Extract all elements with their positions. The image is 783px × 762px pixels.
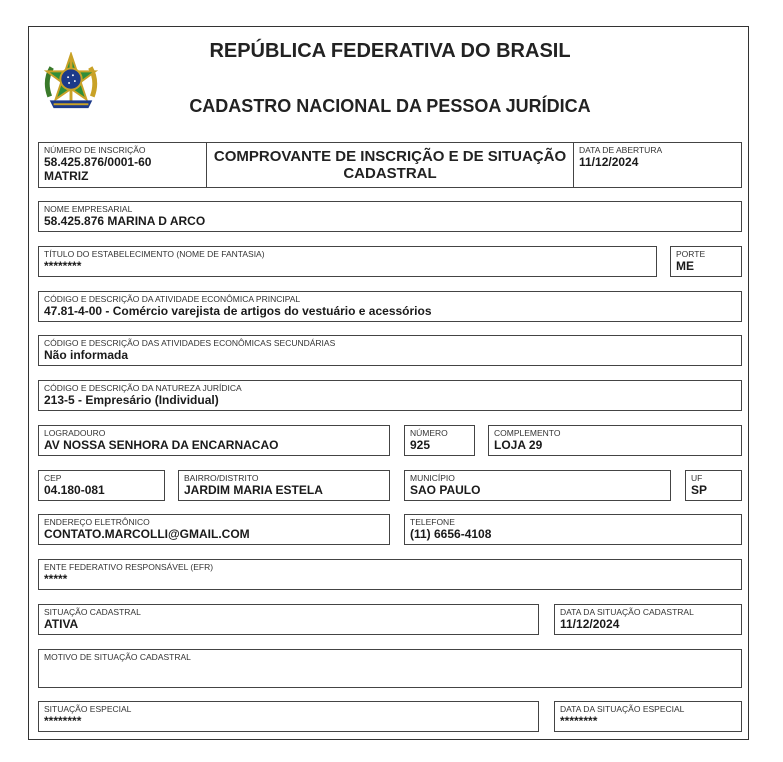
natureza-juridica-box — [38, 380, 742, 411]
field-label: NÚMERO DE INSCRIÇÃO — [44, 145, 146, 155]
field-label: ENDEREÇO ELETRÔNICO — [44, 517, 150, 527]
atividades-secundarias-box — [38, 335, 742, 366]
field-label: SITUAÇÃO CADASTRAL — [44, 607, 141, 617]
natureza-juridica-value: 213-5 - Empresário (Individual) — [44, 393, 219, 407]
data-situacao-value: 11/12/2024 — [560, 617, 620, 631]
numero-box — [404, 425, 475, 456]
brazil-coat-of-arms-icon — [42, 52, 100, 112]
field-label: NOME EMPRESARIAL — [44, 204, 133, 214]
situacao-especial-box — [38, 701, 539, 732]
municipio-box — [404, 470, 671, 501]
situacao-cadastral-value: ATIVA — [44, 617, 79, 631]
field-label: CÓDIGO E DESCRIÇÃO DA NATUREZA JURÍDICA — [44, 383, 242, 393]
cep-box — [38, 470, 165, 501]
telefone-box — [404, 514, 742, 545]
comprovante-title: COMPROVANTE DE INSCRIÇÃO E DE SITUAÇÃO CADASTRAL — [213, 148, 567, 182]
atividade-principal-box — [38, 291, 742, 322]
efr-value: ***** — [44, 572, 68, 586]
atividades-secundarias-value: Não informada — [44, 348, 129, 362]
municipio-value: SAO PAULO — [410, 483, 481, 497]
telefone-value: (11) 6656-4108 — [410, 527, 492, 541]
page-title: REPÚBLICA FEDERATIVA DO BRASIL — [209, 40, 571, 62]
field-label: BAIRRO/DISTRITO — [184, 473, 259, 483]
numero-value: 925 — [410, 438, 431, 452]
porte-box — [670, 246, 742, 277]
data-situacao-box — [554, 604, 742, 635]
comprovante-title-box — [206, 142, 574, 188]
field-label: TÍTULO DO ESTABELECIMENTO (NOME DE FANTASIA) — [44, 249, 265, 259]
complemento-value: LOJA 29 — [494, 438, 543, 452]
data-situacao-especial-value: ******** — [560, 714, 598, 728]
field-label: LOGRADOURO — [44, 428, 106, 438]
tipo-estabelecimento-value: MATRIZ — [44, 169, 89, 183]
nome-fantasia-box — [38, 246, 657, 277]
uf-box — [685, 470, 742, 501]
data-abertura-value: 11/12/2024 — [579, 155, 639, 169]
field-label: MOTIVO DE SITUAÇÃO CADASTRAL — [44, 652, 191, 662]
bairro-value: JARDIM MARIA ESTELA — [184, 483, 323, 497]
email-value: CONTATO.MARCOLLI@GMAIL.COM — [44, 527, 250, 541]
field-label: DATA DA SITUAÇÃO CADASTRAL — [560, 607, 694, 617]
field-label: DATA DA SITUAÇÃO ESPECIAL — [560, 704, 685, 714]
data-abertura-box — [573, 142, 742, 188]
field-label: SITUAÇÃO ESPECIAL — [44, 704, 132, 714]
situacao-cadastral-box — [38, 604, 539, 635]
field-label: MUNICÍPIO — [410, 473, 455, 483]
uf-value: SP — [691, 483, 708, 497]
cep-value: 04.180-081 — [44, 483, 105, 497]
field-label: CÓDIGO E DESCRIÇÃO DAS ATIVIDADES ECONÔMICAS SECUNDÁRIAS — [44, 338, 336, 348]
email-box — [38, 514, 390, 545]
field-label: CEP — [44, 473, 62, 483]
field-label: CÓDIGO E DESCRIÇÃO DA ATIVIDADE ECONÔMICA PRINCIPAL — [44, 294, 301, 304]
porte-value: ME — [676, 259, 694, 273]
situacao-especial-value: ******** — [44, 714, 82, 728]
numero-inscricao-box — [38, 142, 207, 188]
atividade-principal-value: 47.81-4-00 - Comércio varejista de artigos do vestuário e acessórios — [44, 304, 432, 318]
logradouro-box — [38, 425, 390, 456]
efr-box — [38, 559, 742, 590]
page-subtitle: CADASTRO NACIONAL DA PESSOA JURÍDICA — [189, 96, 591, 116]
nome-empresarial-box — [38, 201, 742, 232]
data-situacao-especial-box — [554, 701, 742, 732]
field-label: TELEFONE — [410, 517, 455, 527]
field-label: NÚMERO — [410, 428, 448, 438]
field-label: DATA DE ABERTURA — [579, 145, 663, 155]
field-label: UF — [691, 473, 703, 483]
complemento-box — [488, 425, 742, 456]
nome-empresarial-value: 58.425.876 MARINA D ARCO — [44, 214, 206, 228]
cnpj-value: 58.425.876/0001-60 — [44, 155, 152, 169]
logradouro-value: AV NOSSA SENHORA DA ENCARNACAO — [44, 438, 279, 452]
field-label: ENTE FEDERATIVO RESPONSÁVEL (EFR) — [44, 562, 214, 572]
motivo-situacao-box — [38, 649, 742, 688]
field-label: PORTE — [676, 249, 706, 259]
nome-fantasia-value: ******** — [44, 259, 82, 273]
bairro-box — [178, 470, 390, 501]
field-label: COMPLEMENTO — [494, 428, 561, 438]
